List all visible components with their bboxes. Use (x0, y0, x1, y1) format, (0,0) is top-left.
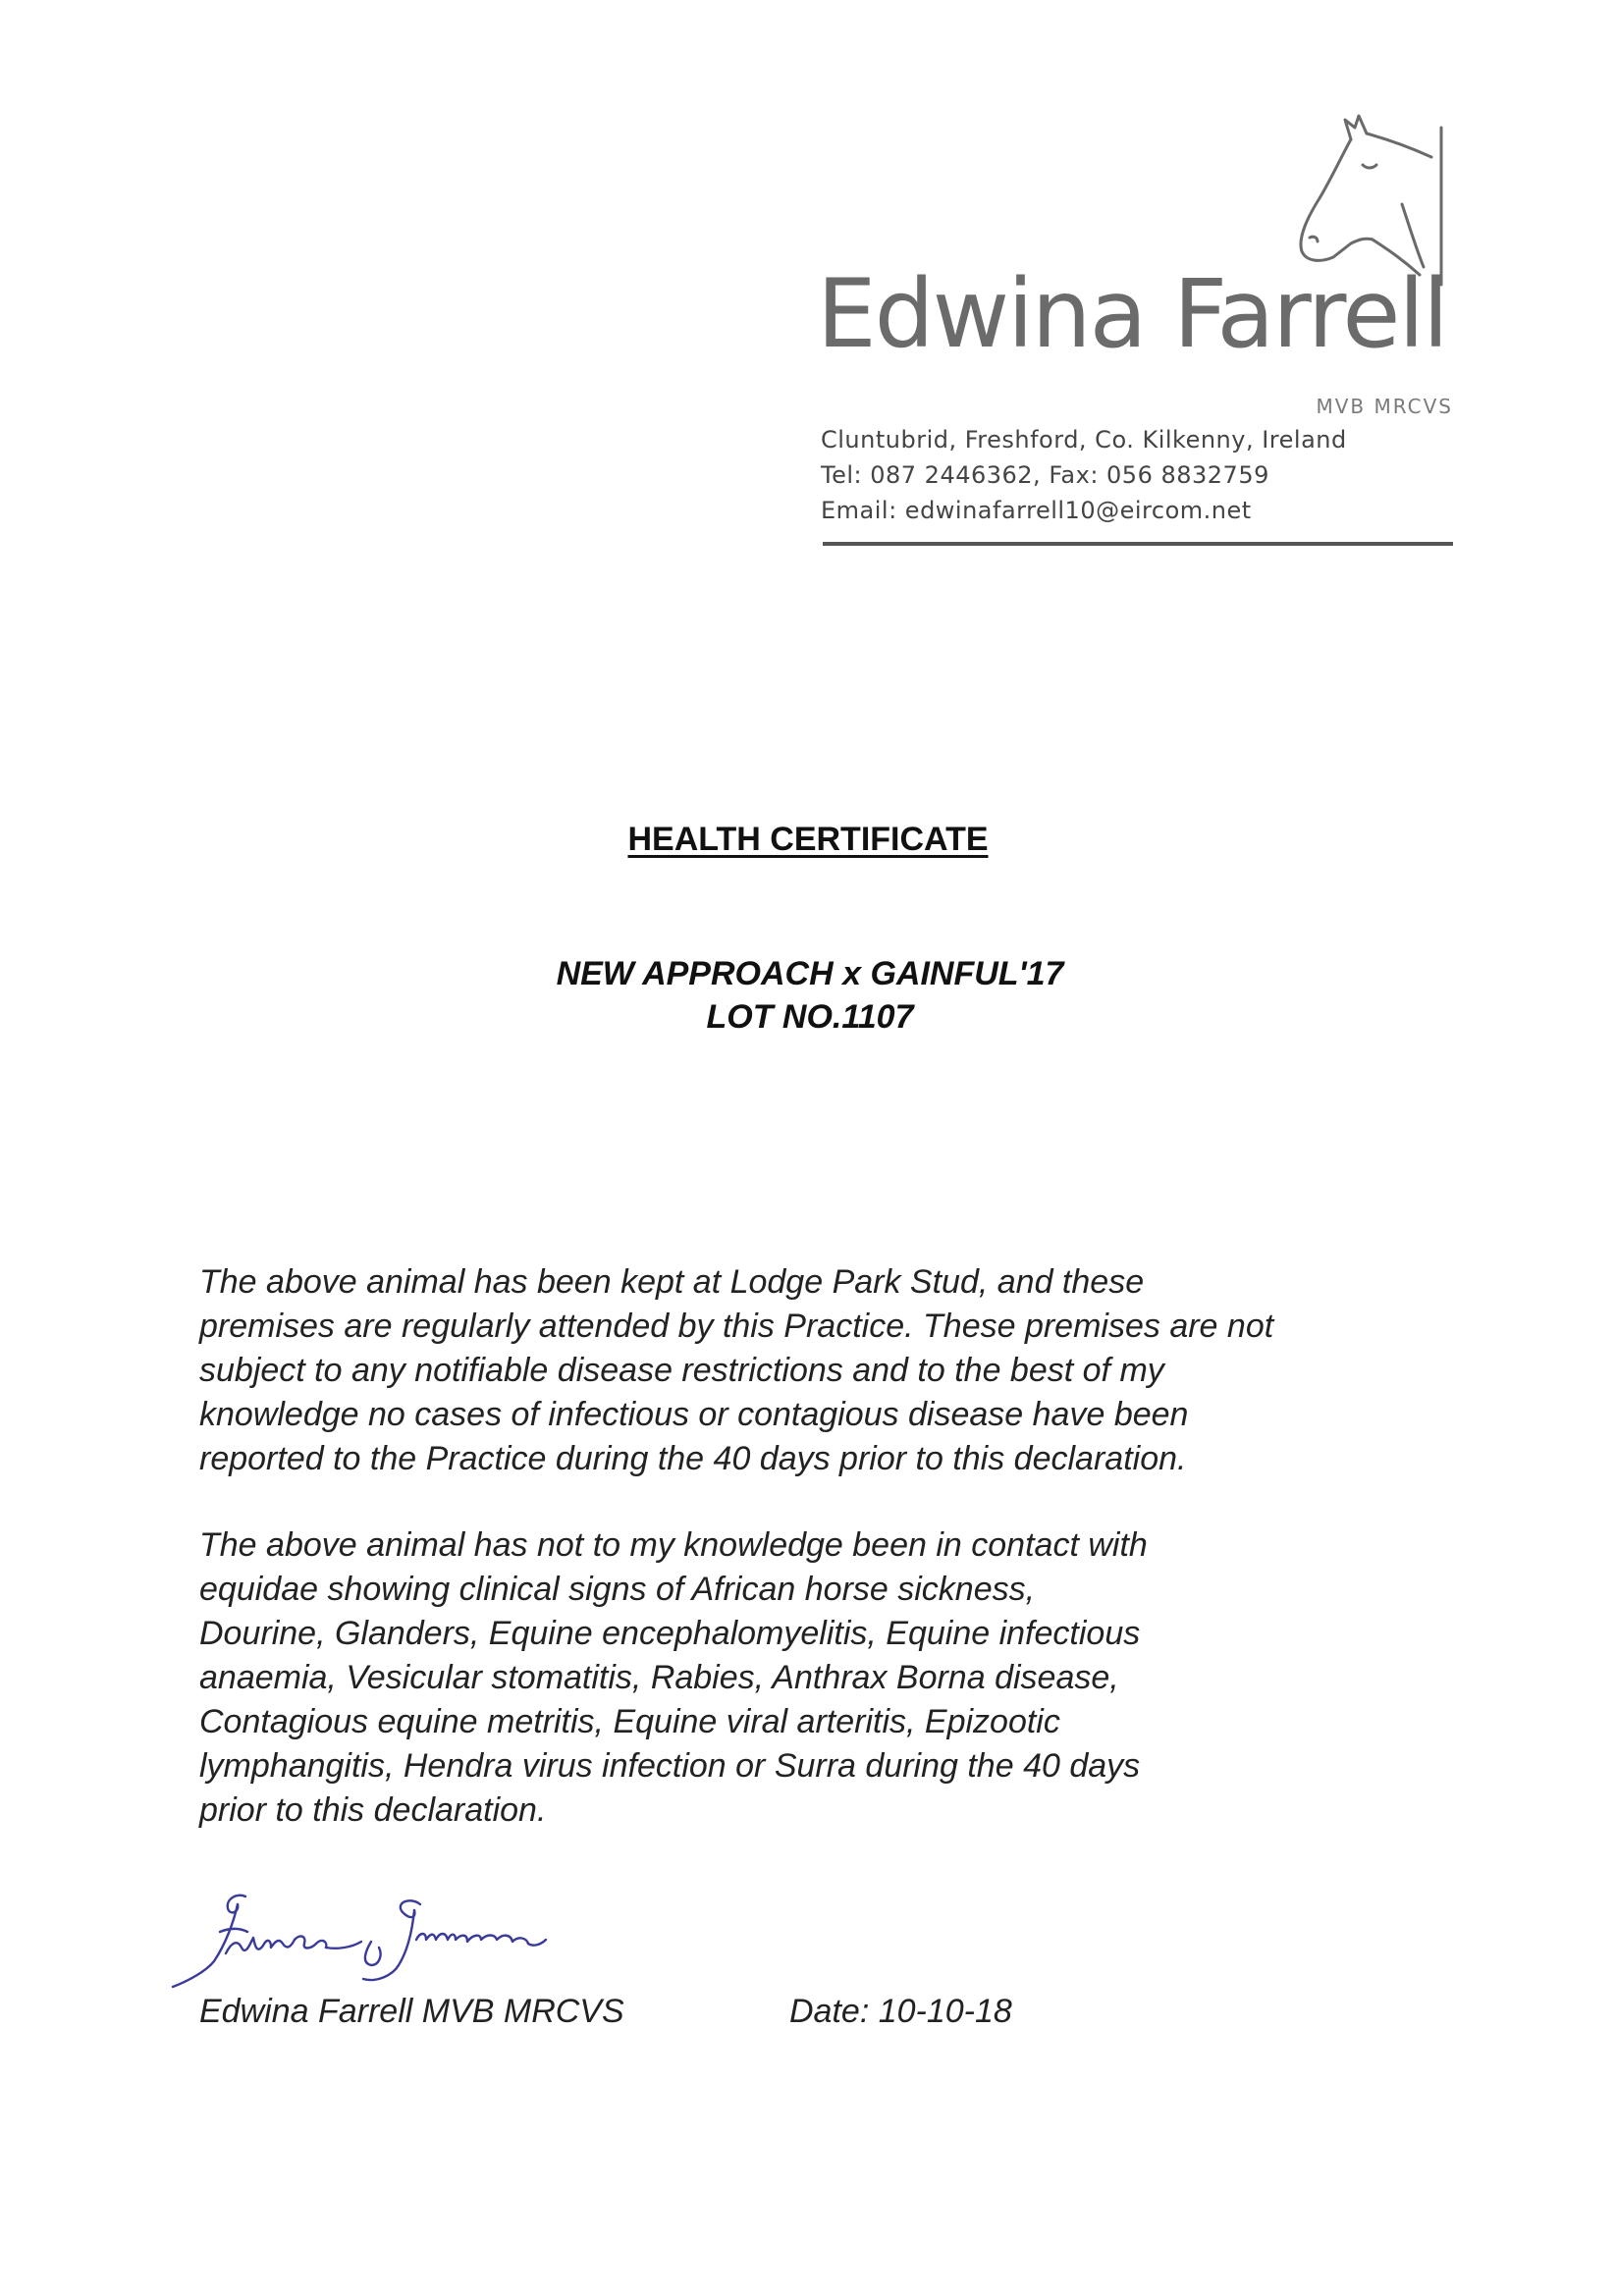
paragraph-line: equidae showing clinical signs of African horse sickness, (199, 1571, 1036, 1608)
paragraph-line: prior to this declaration. (199, 1791, 547, 1829)
paragraph-line: knowledge no cases of infectious or contagious disease have been (199, 1396, 1189, 1433)
certificate-subject (0, 952, 1616, 1039)
paragraph-line: subject to any notifiable disease restrictions and to the best of my (199, 1352, 1164, 1389)
signatory-name: Edwina Farrell MVB MRCVS (199, 1993, 624, 2030)
paragraph-line: anaemia, Vesicular stomatitis, Rabies, Anthrax Borna disease, (199, 1659, 1119, 1696)
certificate-title-text: HEALTH CERTIFICATE (627, 821, 989, 858)
letterhead-email: Email: edwinafarrell10@eircom.net (821, 497, 1252, 524)
letterhead-contact (821, 422, 1347, 528)
paragraph-line: Dourine, Glanders, Equine encephalomyelitis, Equine infectious (199, 1615, 1141, 1652)
letterhead-qualifications: MVB MRCVS (1316, 395, 1453, 418)
paragraph-line: The above animal has been kept at Lodge Park Stud, and these (199, 1263, 1145, 1301)
paragraph-line: The above animal has not to my knowledge been in contact with (199, 1526, 1148, 1564)
letterhead-address: Cluntubrid, Freshford, Co. Kilkenny, Ireland (821, 426, 1347, 454)
paragraph-line: reported to the Practice during the 40 days prior to this declaration. (199, 1440, 1187, 1477)
paragraph-line: Contagious equine metritis, Equine viral arteritis, Epizootic (199, 1703, 1060, 1740)
declaration-paragraph-contact (199, 1523, 1476, 1833)
handwritten-signature (169, 1883, 719, 2001)
subject-line-horse: NEW APPROACH x GAINFUL'17 (556, 955, 1064, 992)
signature-date: Date: 10-10-18 (789, 1993, 1012, 2030)
paragraph-line: premises are regularly attended by this Practice. These premises are not (199, 1308, 1274, 1345)
letterhead-phone-fax: Tel: 087 2446362, Fax: 056 8832759 (821, 461, 1269, 489)
paragraph-line: lymphangitis, Hendra virus infection or Surra during the 40 days (199, 1747, 1141, 1785)
letterhead-name: Edwina Farrell (817, 259, 1447, 369)
letterhead-divider (823, 542, 1453, 546)
subject-line-lot: LOT NO.1107 (706, 998, 914, 1036)
declaration-paragraph-premises (199, 1260, 1476, 1481)
certificate-title (0, 821, 1616, 859)
